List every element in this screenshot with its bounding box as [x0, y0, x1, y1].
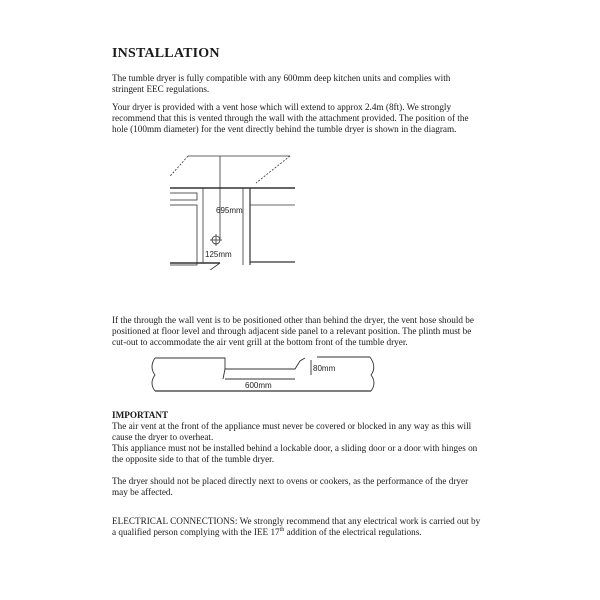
- important-line-3: The dryer should not be placed directly next to ovens or cookers, as the performance of the dryer may be affected.: [112, 476, 469, 497]
- electrical-text-after: addition of the electrical regulations.: [284, 527, 422, 537]
- important-line-1: The air vent at the front of the appliance must never be covered or blocked in any way as this will cause the dryer to overheat.: [112, 421, 472, 442]
- electrical-superscript: th: [279, 526, 285, 533]
- plinth-cutout-diagram: [145, 355, 385, 400]
- compatibility-paragraph: The tumble dryer is fully compatible with any 600mm deep kitchen units and complies with stringent EEC regulations.: [112, 73, 451, 94]
- side-panel-paragraph: If the through the wall vent is to be positioned other than behind the dryer, the vent hose should be positioned at floor level and through adjacent side panel to a relevant position. The plinth must be cut-out to accommodate the air vent grill at the bottom front of the tumble dryer.: [112, 315, 474, 347]
- electrical-connections-paragraph: [112, 516, 482, 538]
- page-title: INSTALLATION: [112, 46, 220, 61]
- side-125-label: 125mm: [205, 250, 232, 259]
- vent-hose-paragraph: Your dryer is provided with a vent hose which will extend to approx 2.4m (8ft). We strongly recommend that this is vented through the wall with the attachment provided. The position of the hole (100mm diameter) for the vent directly behind the tumble dryer is shown in the diagram.: [112, 102, 469, 134]
- height-80-label: 80mm: [313, 364, 336, 373]
- important-line-2: This appliance must not be installed behind a lockable door, a sliding door or a door with hinges on the opposite side to that of the tumble dryer.: [112, 443, 478, 464]
- cabinet-vent-diagram: [170, 155, 350, 270]
- height-695-label: 695mm: [216, 206, 243, 215]
- electrical-text-before: ELECTRICAL CONNECTIONS: We strongly recommend that any electrical work is carried out by a qualified person complying with the IEE 17: [112, 516, 481, 537]
- width-600-label: 600mm: [245, 381, 272, 390]
- important-heading: IMPORTANT: [112, 410, 169, 420]
